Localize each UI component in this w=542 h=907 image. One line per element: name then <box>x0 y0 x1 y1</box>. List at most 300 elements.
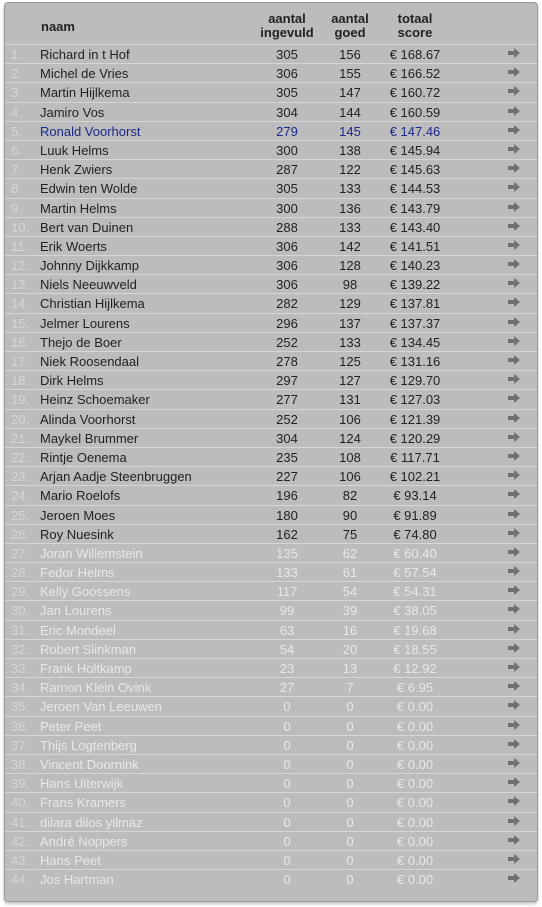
arrow-right-icon[interactable] <box>507 468 521 482</box>
rank-number: 19. <box>11 392 30 408</box>
player-name: Christian Hijlkema <box>40 296 145 312</box>
table-row[interactable] <box>5 773 537 792</box>
table-row[interactable] <box>5 217 537 236</box>
arrow-right-icon[interactable] <box>507 679 521 693</box>
totaal-score-cell: € 0.00 <box>396 756 434 772</box>
rank-number: 11. <box>11 238 29 254</box>
arrow-right-icon[interactable] <box>507 526 521 540</box>
header-totaal-score <box>379 12 451 40</box>
table-row[interactable] <box>5 696 537 715</box>
aantal-ingevuld-cell: 300 <box>276 142 298 158</box>
aantal-ingevuld-cell: 0 <box>283 795 291 811</box>
aantal-goed-cell: 129 <box>339 296 361 312</box>
totaal-score-cell: € 18.55 <box>393 641 437 657</box>
arrow-right-icon[interactable] <box>507 718 521 732</box>
aantal-goed-cell: 0 <box>346 814 354 830</box>
player-name: Jeroen Moes <box>40 507 116 523</box>
aantal-goed-cell: 0 <box>346 699 354 715</box>
aantal-ingevuld-cell: 0 <box>283 852 291 868</box>
arrow-right-icon[interactable] <box>507 238 521 252</box>
aantal-ingevuld-cell: 305 <box>276 181 298 197</box>
player-name: Heinz Schoemaker <box>40 392 150 408</box>
aantal-goed-cell: 0 <box>346 776 354 792</box>
table-row[interactable] <box>5 63 537 82</box>
table-row[interactable] <box>5 82 537 101</box>
table-row[interactable] <box>5 735 537 754</box>
player-name: Eric Mondeel <box>40 622 116 638</box>
totaal-score-cell: € 0.00 <box>396 872 434 888</box>
rank-number: 32. <box>11 641 30 657</box>
table-row[interactable] <box>5 716 537 735</box>
player-name: Richard in t Hof <box>40 47 130 62</box>
table-row[interactable] <box>5 677 537 696</box>
player-name: Niels Neeuwveld <box>40 277 137 293</box>
arrow-right-icon[interactable] <box>507 814 521 828</box>
totaal-score-cell: € 19.68 <box>393 622 437 638</box>
aantal-ingevuld-cell: 252 <box>276 411 298 427</box>
aantal-ingevuld-cell: 304 <box>276 104 298 120</box>
arrow-right-icon[interactable] <box>507 833 521 847</box>
totaal-score-cell: € 0.00 <box>396 795 434 811</box>
table-row[interactable] <box>5 44 537 63</box>
arrow-right-icon[interactable] <box>507 698 521 712</box>
table-row[interactable] <box>5 159 537 178</box>
table-row[interactable] <box>5 524 537 543</box>
arrow-right-icon[interactable] <box>507 775 521 789</box>
rank-number: 8. <box>11 181 22 197</box>
aantal-goed-cell: 62 <box>342 545 358 561</box>
table-row[interactable] <box>5 121 537 140</box>
rank-number: 15. <box>11 315 30 331</box>
rank-number: 24. <box>11 488 30 504</box>
ranking-table <box>5 44 537 888</box>
aantal-goed-cell: 0 <box>346 872 354 888</box>
aantal-ingevuld-cell: 135 <box>276 545 298 561</box>
aantal-goed-cell: 0 <box>346 852 354 868</box>
player-name: Jelmer Lourens <box>40 315 130 331</box>
totaal-score-cell: € 57.54 <box>393 565 437 581</box>
rank-number: 25. <box>11 507 30 523</box>
totaal-score-cell: € 131.16 <box>389 354 441 369</box>
totaal-score-cell: € 93.14 <box>393 488 437 504</box>
aantal-goed-cell: 127 <box>339 373 361 389</box>
aantal-goed-cell: 75 <box>342 526 358 542</box>
rank-number: 28. <box>11 565 30 581</box>
aantal-ingevuld-cell: 306 <box>276 238 298 254</box>
player-name: Roy Nuesink <box>40 526 114 542</box>
player-name: dilara dilos yilmaz <box>40 814 143 830</box>
aantal-ingevuld-cell: 296 <box>276 315 298 331</box>
aantal-goed-cell: 0 <box>346 756 354 772</box>
aantal-ingevuld-cell: 23 <box>279 661 295 676</box>
arrow-right-icon[interactable] <box>507 430 521 444</box>
player-name: Ronald Voorhorst <box>40 123 141 139</box>
arrow-right-icon[interactable] <box>507 65 521 79</box>
player-name: Mario Roelofs <box>40 488 121 504</box>
arrow-right-icon[interactable] <box>507 411 521 425</box>
rank-number: 13. <box>11 277 30 293</box>
table-row[interactable] <box>5 178 537 197</box>
aantal-ingevuld-cell: 196 <box>276 488 298 504</box>
player-name: Jos Hartman <box>40 872 114 888</box>
table-row[interactable] <box>5 812 537 831</box>
arrow-right-icon[interactable] <box>507 487 521 501</box>
totaal-score-cell: € 168.67 <box>389 47 441 62</box>
rank-number: 37. <box>11 737 30 753</box>
header-aantal-ingevuld-line1: aantal <box>268 11 306 26</box>
aantal-ingevuld-cell: 0 <box>283 718 291 734</box>
aantal-goed-cell: 82 <box>342 488 358 504</box>
aantal-ingevuld-cell: 288 <box>276 219 298 235</box>
totaal-score-cell: € 0.00 <box>396 737 434 753</box>
rank-number: 12. <box>11 258 30 274</box>
rank-number: 20. <box>11 411 30 427</box>
aantal-goed-cell: 13 <box>342 661 358 676</box>
arrow-right-icon[interactable] <box>507 315 521 329</box>
aantal-goed-cell: 138 <box>339 142 361 158</box>
aantal-ingevuld-cell: 252 <box>276 334 298 350</box>
table-row[interactable] <box>5 409 537 428</box>
aantal-ingevuld-cell: 0 <box>283 872 291 888</box>
header-totaal-score-line1: totaal <box>397 11 433 26</box>
aantal-ingevuld-cell: 27 <box>279 680 295 696</box>
player-name: Robert Slinkman <box>40 641 137 657</box>
totaal-score-cell: € 74.80 <box>393 526 437 542</box>
arrow-right-icon[interactable] <box>507 737 521 751</box>
rank-number: 16. <box>11 334 30 350</box>
aantal-ingevuld-cell: 304 <box>276 430 298 446</box>
rank-number: 2. <box>11 66 22 82</box>
header-totaal-score-line2: score <box>397 25 433 40</box>
arrow-right-icon[interactable] <box>507 641 521 655</box>
arrow-right-icon[interactable] <box>507 200 521 214</box>
rank-number: 4. <box>11 104 22 120</box>
arrow-right-icon[interactable] <box>507 391 521 405</box>
player-name: Erik Woerts <box>40 238 107 254</box>
aantal-ingevuld-cell: 162 <box>276 526 298 542</box>
rank-number: 7. <box>11 162 22 178</box>
arrow-right-icon[interactable] <box>507 219 521 233</box>
arrow-right-icon[interactable] <box>507 871 521 885</box>
totaal-score-cell: € 141.51 <box>389 238 441 254</box>
aantal-ingevuld-cell: 0 <box>283 737 291 753</box>
totaal-score-cell: € 0.00 <box>396 776 434 792</box>
aantal-ingevuld-cell: 0 <box>283 699 291 715</box>
arrow-right-icon[interactable] <box>507 276 521 290</box>
totaal-score-cell: € 117.71 <box>390 449 440 465</box>
player-name: Kelly Goossens <box>40 584 131 600</box>
header-aantal-goed-line2: goed <box>334 25 366 40</box>
aantal-ingevuld-cell: 305 <box>276 47 298 62</box>
table-row[interactable] <box>5 639 537 658</box>
totaal-score-cell: € 160.59 <box>389 104 441 120</box>
totaal-score-cell: € 139.22 <box>389 277 441 293</box>
rank-number: 14. <box>11 296 30 312</box>
player-name: Jeroen Van Leeuwen <box>40 699 162 715</box>
player-name: Michel de Vries <box>40 66 129 82</box>
rank-number: 35. <box>11 699 30 715</box>
aantal-goed-cell: 142 <box>339 238 361 254</box>
totaal-score-cell: € 91.89 <box>393 507 437 523</box>
arrow-right-icon[interactable] <box>507 123 521 137</box>
aantal-goed-cell: 20 <box>342 641 358 657</box>
header-aantal-goed-line1: aantal <box>331 11 369 26</box>
table-row[interactable] <box>5 600 537 619</box>
aantal-goed-cell: 144 <box>339 104 361 120</box>
totaal-score-cell: € 0.00 <box>396 814 434 830</box>
arrow-right-icon[interactable] <box>507 372 521 386</box>
totaal-score-cell: € 140.23 <box>389 258 441 274</box>
player-name: Bert van Duinen <box>40 219 134 235</box>
table-row[interactable] <box>5 831 537 850</box>
table-row[interactable] <box>5 293 537 312</box>
totaal-score-cell: € 137.81 <box>389 296 441 312</box>
player-name: Niek Roosendaal <box>40 354 140 369</box>
rank-number: 30. <box>11 603 30 619</box>
player-name: Martin Hijlkema <box>40 85 130 101</box>
rank-number: 21. <box>11 430 30 446</box>
aantal-goed-cell: 54 <box>342 584 358 600</box>
rank-number: 33. <box>11 661 30 676</box>
arrow-right-icon[interactable] <box>507 794 521 808</box>
aantal-goed-cell: 0 <box>346 718 354 734</box>
totaal-score-cell: € 143.40 <box>389 219 441 235</box>
table-row[interactable] <box>5 370 537 389</box>
table-row[interactable] <box>5 581 537 600</box>
totaal-score-cell: € 102.21 <box>389 469 441 485</box>
aantal-ingevuld-cell: 54 <box>279 641 295 657</box>
header-naam: naam <box>41 19 75 34</box>
aantal-goed-cell: 98 <box>342 277 358 293</box>
arrow-right-icon[interactable] <box>507 334 521 348</box>
aantal-goed-cell: 125 <box>339 354 361 369</box>
rank-number: 5. <box>11 123 22 139</box>
aantal-ingevuld-cell: 300 <box>276 200 298 216</box>
player-name: Joran Willemstein <box>40 545 143 561</box>
rank-number: 26. <box>11 526 30 542</box>
aantal-ingevuld-cell: 63 <box>279 622 295 638</box>
rank-number: 10. <box>11 219 30 235</box>
aantal-ingevuld-cell: 227 <box>276 469 298 485</box>
table-row[interactable] <box>5 658 537 677</box>
player-name: Fedor Helms <box>40 565 115 581</box>
totaal-score-cell: € 120.29 <box>389 430 441 446</box>
table-header <box>5 3 537 45</box>
aantal-ingevuld-cell: 133 <box>276 565 298 581</box>
arrow-right-icon[interactable] <box>507 295 521 309</box>
aantal-ingevuld-cell: 0 <box>283 833 291 849</box>
rank-number: 44. <box>11 872 30 888</box>
totaal-score-cell: € 0.00 <box>396 852 434 868</box>
arrow-right-icon[interactable] <box>507 84 521 98</box>
table-row[interactable] <box>5 102 537 121</box>
table-row[interactable] <box>5 850 537 869</box>
table-row[interactable] <box>5 543 537 562</box>
totaal-score-cell: € 166.52 <box>389 66 441 82</box>
rank-number: 36. <box>11 718 30 734</box>
player-name: Hans Peet <box>40 852 101 868</box>
rank-number: 39. <box>11 776 30 792</box>
aantal-goed-cell: 133 <box>339 219 361 235</box>
rank-number: 6. <box>11 142 22 158</box>
totaal-score-cell: € 145.94 <box>389 142 441 158</box>
arrow-right-icon[interactable] <box>507 507 521 521</box>
table-row[interactable] <box>5 351 537 370</box>
player-name: Rintje Oenema <box>40 449 127 465</box>
aantal-goed-cell: 0 <box>346 737 354 753</box>
rank-number: 31. <box>11 622 30 638</box>
player-name: Luuk Helms <box>40 142 109 158</box>
table-row[interactable] <box>5 255 537 274</box>
player-name: Hans Uiterwijk <box>40 776 124 792</box>
table-row[interactable] <box>5 236 537 255</box>
aantal-goed-cell: 39 <box>342 603 358 619</box>
totaal-score-cell: € 0.00 <box>396 718 434 734</box>
aantal-goed-cell: 106 <box>339 469 361 485</box>
player-name: Ramon Klein Ovink <box>40 680 152 696</box>
table-row[interactable] <box>5 466 537 485</box>
player-name: Dirk Helms <box>40 373 104 389</box>
aantal-ingevuld-cell: 180 <box>276 507 298 523</box>
table-row[interactable] <box>5 313 537 332</box>
table-row[interactable] <box>5 389 537 408</box>
table-row[interactable] <box>5 869 537 888</box>
rank-number: 38. <box>11 756 30 772</box>
player-name: Thejo de Boer <box>40 334 122 350</box>
arrow-right-icon[interactable] <box>507 104 521 118</box>
arrow-right-icon[interactable] <box>507 660 521 674</box>
rank-number: 42. <box>11 833 30 849</box>
arrow-right-icon[interactable] <box>507 545 521 559</box>
player-name: André Noppers <box>40 833 128 849</box>
rank-number: 9. <box>11 200 22 216</box>
player-name: Alinda Voorhorst <box>40 411 136 427</box>
aantal-goed-cell: 133 <box>339 181 361 197</box>
table-row[interactable] <box>5 140 537 159</box>
header-aantal-goed <box>327 12 373 40</box>
aantal-goed-cell: 61 <box>342 565 358 581</box>
player-name: Frans Kramers <box>40 795 126 811</box>
player-name: Maykel Brummer <box>40 430 139 446</box>
aantal-goed-cell: 16 <box>342 622 358 638</box>
totaal-score-cell: € 0.00 <box>396 833 434 849</box>
rank-number: 23. <box>11 469 30 485</box>
aantal-ingevuld-cell: 297 <box>276 373 298 389</box>
table-row[interactable] <box>5 198 537 217</box>
arrow-right-icon[interactable] <box>507 602 521 616</box>
totaal-score-cell: € 60.40 <box>393 545 437 561</box>
aantal-ingevuld-cell: 99 <box>279 603 295 619</box>
aantal-goed-cell: 0 <box>346 833 354 849</box>
totaal-score-cell: € 0.00 <box>396 699 434 715</box>
aantal-goed-cell: 136 <box>339 200 361 216</box>
aantal-goed-cell: 137 <box>339 315 361 331</box>
aantal-goed-cell: 133 <box>339 334 361 350</box>
totaal-score-cell: € 160.72 <box>389 85 441 101</box>
table-row[interactable] <box>5 274 537 293</box>
arrow-right-icon[interactable] <box>507 756 521 770</box>
table-row[interactable] <box>5 754 537 773</box>
table-row[interactable] <box>5 332 537 351</box>
totaal-score-cell: € 144.53 <box>389 181 441 197</box>
rank-number: 3. <box>11 85 22 101</box>
aantal-goed-cell: 131 <box>339 392 361 408</box>
arrow-right-icon[interactable] <box>507 180 521 194</box>
player-name: Martin Helms <box>40 200 117 216</box>
arrow-right-icon[interactable] <box>507 46 521 60</box>
totaal-score-cell: € 121.39 <box>389 411 441 427</box>
header-aantal-ingevuld-line2: ingevuld <box>260 25 314 40</box>
aantal-ingevuld-cell: 0 <box>283 814 291 830</box>
arrow-right-icon[interactable] <box>507 353 521 367</box>
aantal-goed-cell: 145 <box>339 123 361 139</box>
rank-number: 29. <box>11 584 30 600</box>
player-name: Arjan Aadje Steenbruggen <box>40 469 192 485</box>
aantal-ingevuld-cell: 0 <box>283 776 291 792</box>
rank-number: 1. <box>11 47 22 62</box>
arrow-right-icon[interactable] <box>507 142 521 156</box>
aantal-goed-cell: 0 <box>346 795 354 811</box>
aantal-goed-cell: 106 <box>339 411 361 427</box>
totaal-score-cell: € 129.70 <box>389 373 441 389</box>
rank-number: 22. <box>11 449 30 465</box>
rank-number: 43. <box>11 852 30 868</box>
player-name: Johnny Dijkkamp <box>40 258 139 274</box>
player-name: Jan Lourens <box>40 603 112 619</box>
arrow-right-icon[interactable] <box>507 852 521 866</box>
totaal-score-cell: € 143.79 <box>389 200 441 216</box>
totaal-score-cell: € 137.37 <box>389 315 441 331</box>
totaal-score-cell: € 147.46 <box>389 123 441 139</box>
player-name: Henk Zwiers <box>40 162 113 178</box>
aantal-goed-cell: 128 <box>339 258 361 274</box>
aantal-ingevuld-cell: 306 <box>276 258 298 274</box>
aantal-goed-cell: 124 <box>339 430 361 446</box>
arrow-right-icon[interactable] <box>507 257 521 271</box>
table-row[interactable] <box>5 792 537 811</box>
totaal-score-cell: € 38.05 <box>393 603 437 619</box>
aantal-goed-cell: 156 <box>339 47 361 62</box>
arrow-right-icon[interactable] <box>507 622 521 636</box>
ranking-panel <box>4 2 538 902</box>
arrow-right-icon[interactable] <box>507 564 521 578</box>
aantal-ingevuld-cell: 117 <box>276 584 298 600</box>
rank-number: 18. <box>11 373 30 389</box>
aantal-goed-cell: 155 <box>339 66 361 82</box>
aantal-ingevuld-cell: 306 <box>276 277 298 293</box>
table-row[interactable] <box>5 428 537 447</box>
player-name: Edwin ten Wolde <box>40 181 138 197</box>
arrow-right-icon[interactable] <box>507 161 521 175</box>
aantal-ingevuld-cell: 278 <box>276 354 298 369</box>
table-row[interactable] <box>5 485 537 504</box>
rank-number: 27. <box>11 545 30 561</box>
aantal-goed-cell: 108 <box>339 449 361 465</box>
aantal-ingevuld-cell: 305 <box>276 85 298 101</box>
aantal-ingevuld-cell: 0 <box>283 756 291 772</box>
player-name: Jamiro Vos <box>40 104 105 120</box>
table-row[interactable] <box>5 447 537 466</box>
table-row[interactable] <box>5 562 537 581</box>
totaal-score-cell: € 6.95 <box>396 680 434 696</box>
table-row[interactable] <box>5 505 537 524</box>
arrow-right-icon[interactable] <box>507 583 521 597</box>
totaal-score-cell: € 127.03 <box>389 392 441 408</box>
arrow-right-icon[interactable] <box>507 449 521 463</box>
totaal-score-cell: € 145.63 <box>389 162 441 178</box>
table-row[interactable] <box>5 620 537 639</box>
totaal-score-cell: € 54.31 <box>393 584 437 600</box>
